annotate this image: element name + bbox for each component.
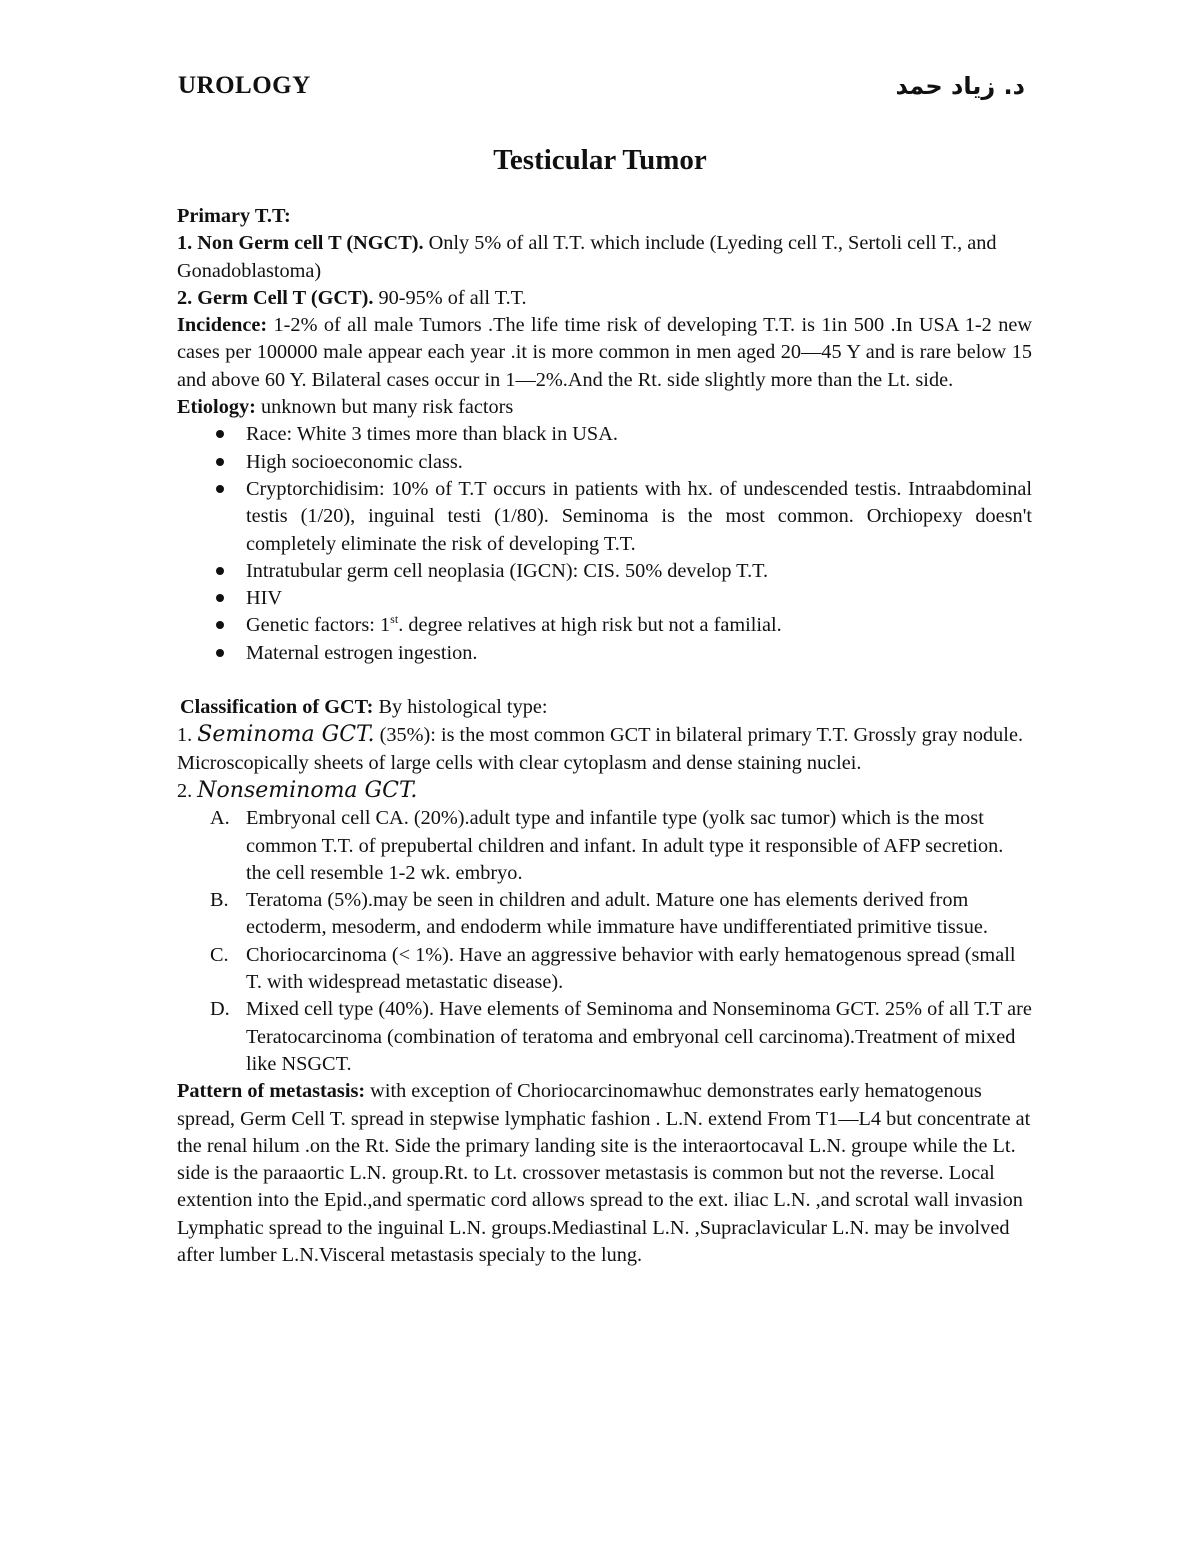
list-item: A. Embryonal cell CA. (20%).adult type and infantile type (yolk sac tumor) which is the most common T.T. of prepubertal children and infant. In adult type it responsible of AFP secretion. the cell resemble 1-2 wk. embryo. <box>210 807 1004 884</box>
list-item: HIV <box>246 585 1032 612</box>
document-body <box>177 203 1032 1269</box>
list-item: B. Teratoma (5%).may be seen in children and adult. Mature one has elements derived from ectoderm, mesoderm, and endoderm while immature have undifferentiated primitive tissue. <box>210 889 988 939</box>
list-item: Genetic factors: 1st. degree relatives at high risk but not a familial. <box>246 612 1032 639</box>
incidence-paragraph: Incidence: 1-2% of all male Tumors .The life time risk of developing T.T. is 1in 500 .In USA 1-2 new cases per 100000 male appear each year .it is more common in men aged 20—45 Y and is rare below 15 and above 60 Y. Bilateral cases occur in 1—2%.And the Rt. side slightly more than the Lt. side. <box>177 314 1032 391</box>
bullet-icon <box>216 458 224 466</box>
classification-heading: Classification of GCT: By histological type: <box>180 696 548 719</box>
nonseminoma-heading: 2. Nonseminoma GCT. <box>177 777 418 803</box>
bullet-icon <box>216 649 224 657</box>
bullet-icon <box>216 485 224 493</box>
bullet-icon <box>216 621 224 629</box>
bullet-icon <box>216 430 224 438</box>
list-item: D. Mixed cell type (40%). Have elements of Seminoma and Nonseminoma GCT. 25% of all T.T are Teratocarcinoma (combination of teratoma and embryonal cell carcinoma).Treatment of mixed like NSGCT. <box>210 998 1032 1075</box>
page-title: Testicular Tumor <box>493 144 707 176</box>
primary-item-1: 1. Non Germ cell T (NGCT). Only 5% of all T.T. which include (Lyeding cell T., Sertoli cell T., and Gonadoblastoma) <box>177 232 997 282</box>
list-item: Cryptorchidisim: 10% of T.T occurs in patients with hx. of undescended testis. Intraabdominal testis (1/20), inguinal testi (1/80). Seminoma is the most common. Orchiopexy doesn't completely eliminate the risk of developing T.T. <box>246 476 1032 558</box>
metastasis-paragraph: Pattern of metastasis: with exception of Choriocarcinomawhuc demonstrates early hematogenous spread, Germ Cell T. spread in stepwise lymphatic fashion . L.N. extend From T1—L4 but concentrate at the renal hilum .on the Rt. Side the primary landing site is the interaortocaval L.N. groupe while the Lt. side is the paraaortic L.N. group.Rt. to Lt. crossover metastasis is common but not the reverse. Local extention into the Epid.,and spermatic cord allows spread to the ext. iliac L.N. ,and scrotal wall invasion Lymphatic spread to the inguinal L.N. groups.Mediastinal L.N. ,Supraclavicular L.N. may be involved after lumber L.N.Visceral metastasis specialy to the lung. <box>177 1080 1031 1266</box>
primary-item-2: 2. Germ Cell T (GCT). 90-95% of all T.T. <box>177 286 527 309</box>
list-item: Maternal estrogen ingestion. <box>246 640 1032 667</box>
list-item: Intratubular germ cell neoplasia (IGCN): CIS. 50% develop T.T. <box>246 558 1032 585</box>
list-item: High socioeconomic class. <box>246 449 1032 476</box>
list-item: Race: White 3 times more than black in USA. <box>246 421 1032 448</box>
header-author: د. زياد حمد <box>895 72 1025 100</box>
bullet-icon <box>216 567 224 575</box>
bullet-icon <box>216 594 224 602</box>
nonseminoma-list <box>177 805 1032 1078</box>
list-item: C. Choriocarcinoma (< 1%). Have an aggressive behavior with early hematogenous spread (small T. with widespread metastatic disease). <box>210 943 1016 994</box>
etiology-list <box>177 421 1032 667</box>
header-subject: UROLOGY <box>178 72 311 99</box>
primary-heading: Primary T.T: <box>177 205 291 227</box>
seminoma-paragraph: 1. Seminoma GCT. (35%): is the most common GCT in bilateral primary T.T. Grossly gray nodule. Microscopically sheets of large cells with clear cytoplasm and dense staining nuclei. <box>177 722 1024 774</box>
etiology-paragraph: Etiology: unknown but many risk factors <box>177 396 514 419</box>
